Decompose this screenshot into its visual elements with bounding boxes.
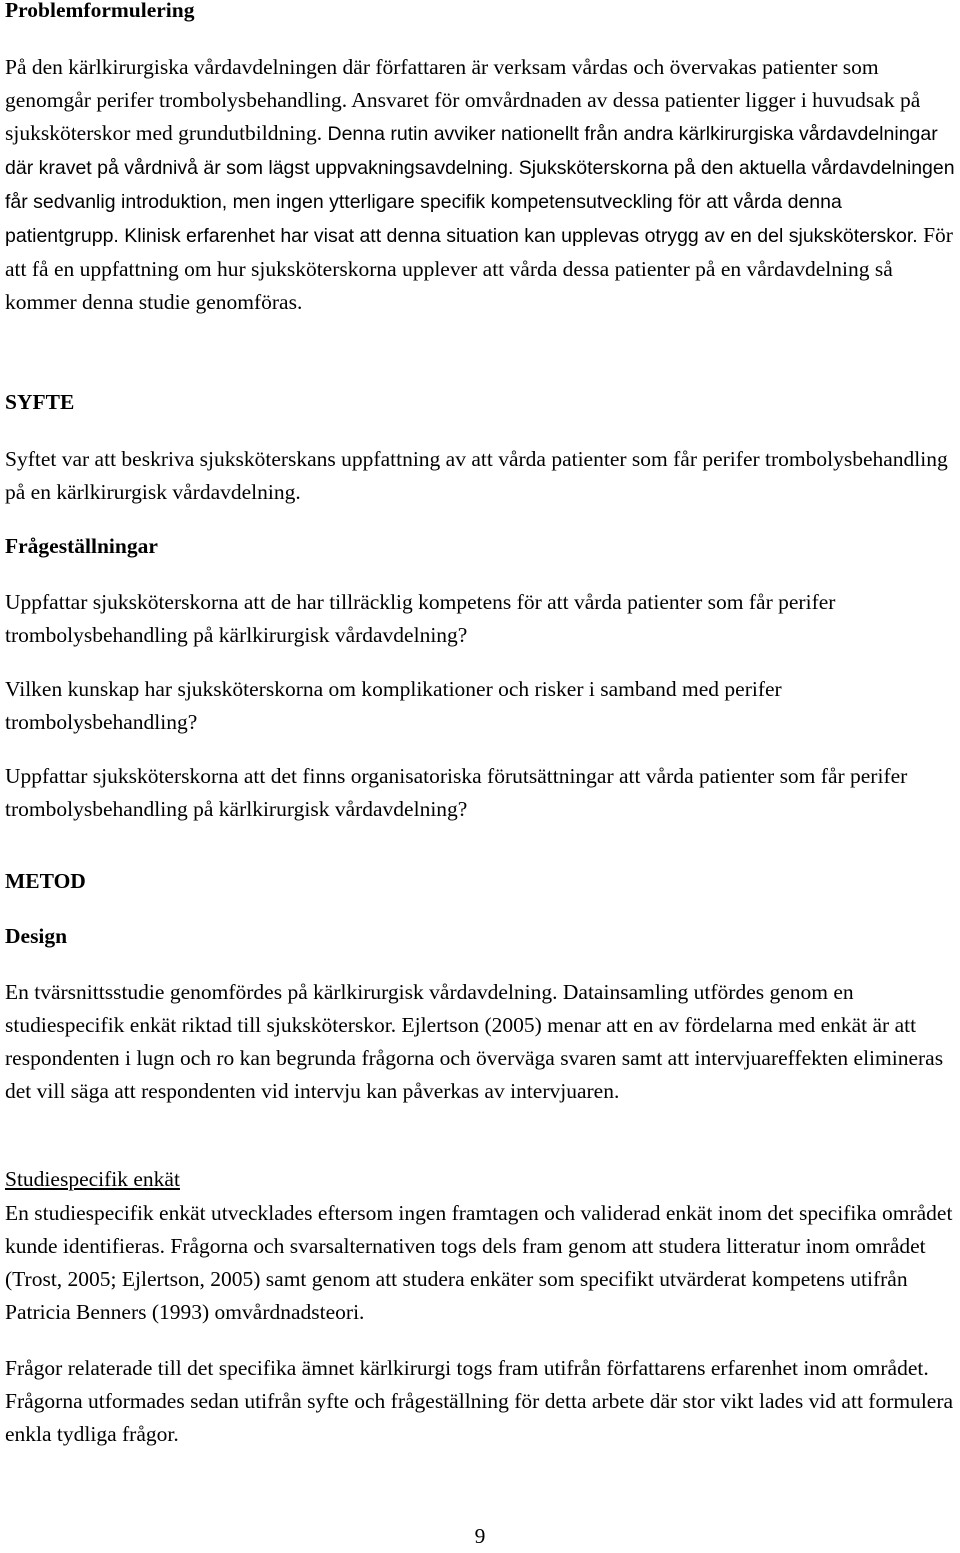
enkat-text: En studiespecifik enkät utvecklades eftersom ingen framtagen och validerad enkät inom det specifika området kunde identifieras. Frågorna och svarsalternativen togs dels fram genom att studera litteratur inom området (Trost, 2005; Ejlertson, 2005) samt genom att studera enkäter som specifikt utvärderat kompetens utifrån Patricia Benners (1993) omvårdnadsteori. — [5, 1201, 953, 1324]
enkat-heading: Studiespecifik enkät — [5, 1167, 180, 1191]
syfte-heading: SYFTE — [5, 390, 75, 414]
design-text: En tvärsnittsstudie genomfördes på kärlkirurgisk vårdavdelning. Datainsamling utfördes genom en studiespecifik enkät riktad till sjuksköterskor. Ejlertson (2005) menar att en av fördelarna med enkät är att respondenten i lugn och ro kan begrunda frågorna och överväga svaren samt att intervjuareffekten elimineras det vill säga att respondenten vid intervju kan påverkas av intervjuaren. — [5, 980, 944, 1103]
problem-text-sans: Denna rutin avviker nationellt från andra kärlkirurgiska vårdavdelningar där kravet på vårdnivå är som lägst uppvakningsavdelning. Sjuksköterskorna på den aktuella vårdavdelningen får sedvanlig introduktion, men ingen ytterligare specifik kompetensutveckling för att vårda denna patientgrupp. Klinisk erfarenhet har visat att denna situation kan upplevas otrygg av en del sjuksköterskor. — [5, 123, 955, 247]
design-heading: Design — [5, 924, 68, 948]
question-3: Uppfattar sjuksköterskorna att det finns organisatoriska förutsättningar att vårda patienter som får perifer trombolysbehandling på kärlkirurgisk vårdavdelning? — [5, 764, 908, 821]
question-1: Uppfattar sjuksköterskorna att de har tillräcklig kompetens för att vårda patienter som får perifer trombolysbehandling på kärlkirurgisk vårdavdelning? — [5, 590, 836, 647]
problem-text-serif-1: På den kärlkirurgiska vårdavdelningen där författaren är verksam vårdas och övervakas patienter som genomgår perifer trombolysbehandling. Ansvaret för omvårdnaden av dessa patienter ligger i huvudsak på sjuksköterskor med grundutbildning. — [5, 55, 921, 145]
fragestallningar-heading: Frågeställningar — [5, 534, 158, 558]
problem-heading: Problemformulering — [5, 0, 195, 22]
question-2: Vilken kunskap har sjuksköterskorna om komplikationer och risker i samband med perifer trombolysbehandling? — [5, 677, 782, 734]
fragor-text: Frågor relaterade till det specifika ämnet kärlkirurgi togs fram utifrån författarens erfarenhet inom området. Frågorna utformades sedan utifrån syfte och frågeställning för detta arbete där stor vikt lades vid att formulera enkla tydliga frågor. — [5, 1356, 954, 1446]
page-number: 9 — [474, 1524, 486, 1548]
metod-heading: METOD — [5, 869, 86, 893]
problem-paragraph — [5, 51, 955, 319]
problem-text-serif-2: För att få en uppfattning om hur sjuksköterskorna upplever att vårda dessa patienter på en vårdavdelning så kommer denna studie genomföras. — [5, 223, 953, 314]
syfte-text: Syftet var att beskriva sjuksköterskans uppfattning av att vårda patienter som får perifer trombolysbehandling på en kärlkirurgisk vårdavdelning. — [5, 447, 948, 504]
